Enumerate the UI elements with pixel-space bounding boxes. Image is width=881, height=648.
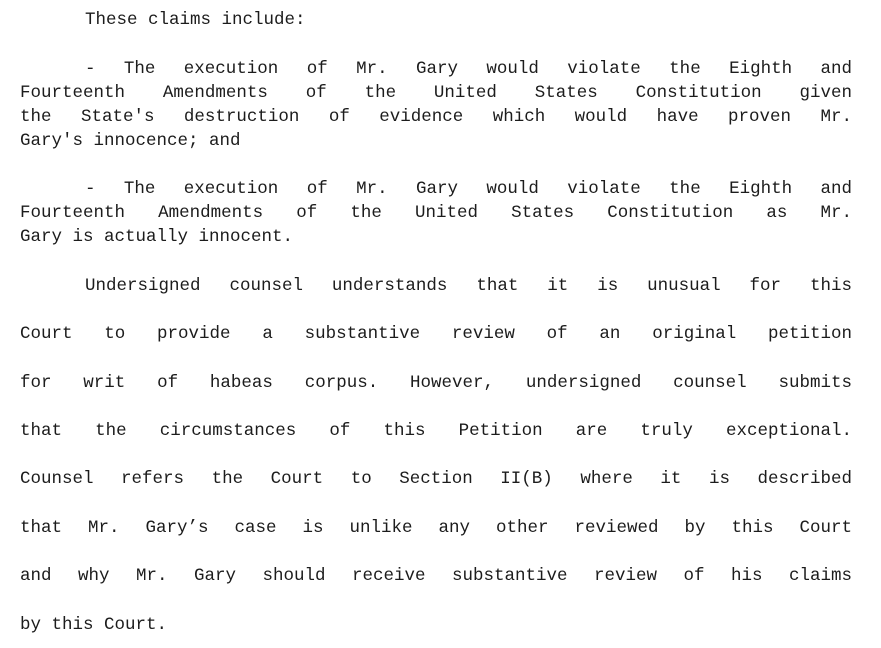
claim2-line-1: - The execution of Mr. Gary would violate the Eighth and — [85, 179, 852, 199]
claim1-line-3: the State's destruction of evidence which would have proven Mr. — [20, 107, 852, 127]
claim2-line-2: Fourteenth Amendments of the United States Constitution as Mr. — [20, 203, 852, 223]
argument-line-7: and why Mr. Gary should receive substantive review of his claims — [20, 566, 852, 586]
argument-line-3: for writ of habeas corpus. However, undersigned counsel submits — [20, 373, 852, 393]
argument-line-6: that Mr. Gary’s case is unlike any other reviewed by this Court — [20, 518, 852, 538]
argument-line-1: Undersigned counsel understands that it is unusual for this — [85, 276, 852, 296]
claim1-line-2: Fourteenth Amendments of the United States Constitution given — [20, 83, 852, 103]
argument-line-5: Counsel refers the Court to Section II(B) where it is described — [20, 469, 852, 489]
claim1-line-1: - The execution of Mr. Gary would violate the Eighth and — [85, 59, 852, 79]
argument-line-4: that the circumstances of this Petition are truly exceptional. — [20, 421, 852, 441]
intro-line: These claims include: — [85, 10, 306, 30]
claim1-line-4: Gary's innocence; and — [20, 131, 241, 151]
claim2-line-3: Gary is actually innocent. — [20, 227, 294, 247]
argument-line-8: by this Court. — [20, 615, 168, 635]
argument-line-2: Court to provide a substantive review of an original petition — [20, 324, 852, 344]
